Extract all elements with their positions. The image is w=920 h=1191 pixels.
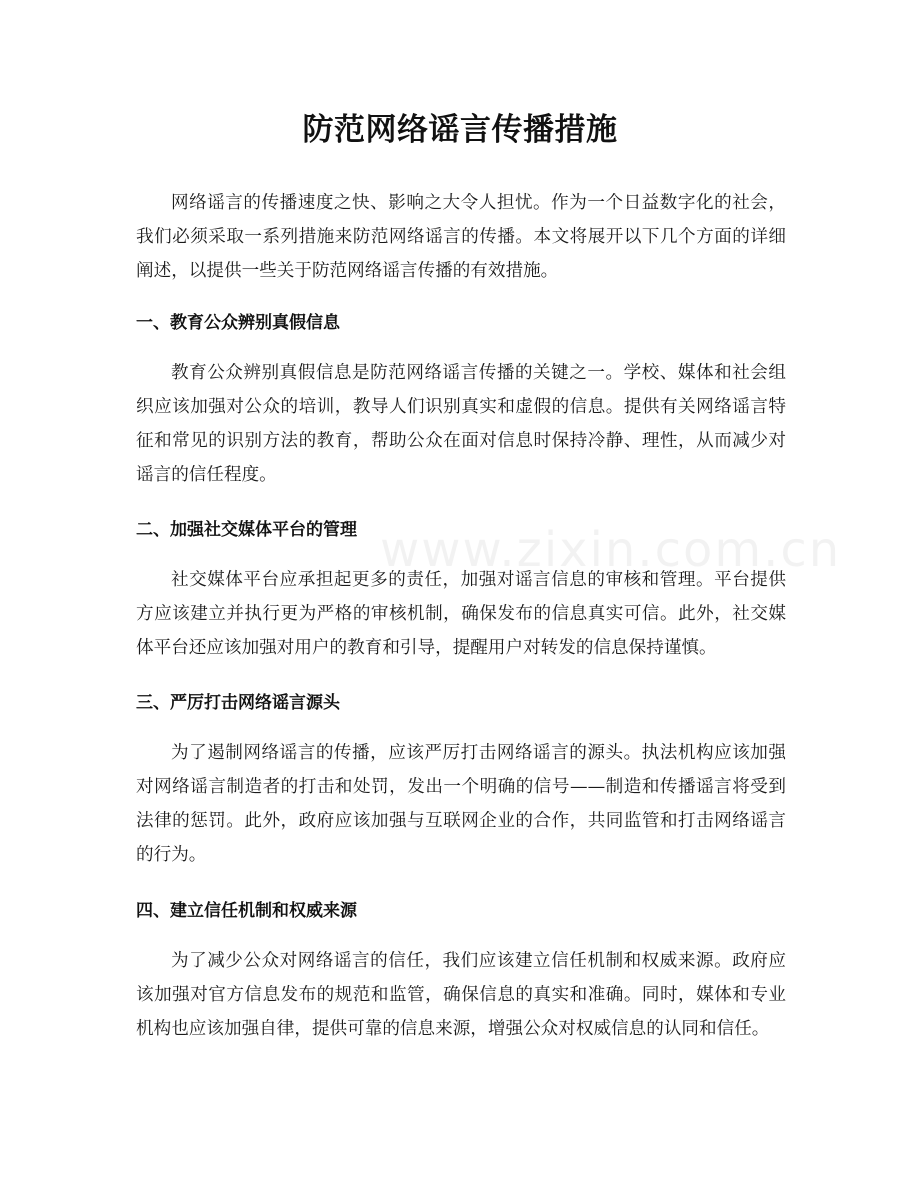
- section-heading-2: 二、加强社交媒体平台的管理: [136, 520, 357, 540]
- section-heading-4: 四、建立信任机制和权威来源: [136, 901, 357, 921]
- section-body-4: 为了减少公众对网络谣言的信任，我们应该建立信任机制和权威来源。政府应该加强对官方信息发布的规范和监管，确保信息的真实和准确。同时，媒体和专业机构也应该加强自律，提供可靠的信息来源，增强公众对权威信息的认同和信任。: [136, 951, 786, 1039]
- section-heading-1: 一、教育公众辨别真假信息: [136, 313, 340, 333]
- section-body-1: 教育公众辨别真假信息是防范网络谣言传播的关键之一。学校、媒体和社会组织应该加强对公众的培训，教导人们识别真实和虚假的信息。提供有关网络谣言特征和常见的识别方法的教育，帮助公众在面对信息时保持冷静、理性，从而减少对谣言的信任程度。: [136, 363, 786, 485]
- watermark: www.zixin.com.cn: [380, 522, 842, 578]
- intro-paragraph: 网络谣言的传播速度之快、影响之大令人担忧。作为一个日益数字化的社会，我们必须采取一系列措施来防范网络谣言的传播。本文将展开以下几个方面的详细阐述，以提供一些关于防范网络谣言传播的有效措施。: [136, 193, 786, 281]
- page-title: 防范网络谣言传播措施: [302, 112, 618, 148]
- section-heading-3: 三、严厉打击网络谣言源头: [136, 693, 340, 713]
- section-body-2: 社交媒体平台应承担起更多的责任，加强对谣言信息的审核和管理。平台提供方应该建立并执行更为严格的审核机制，确保发布的信息真实可信。此外，社交媒体平台还应该加强对用户的教育和引导，提醒用户对转发的信息保持谨慎。: [136, 570, 786, 658]
- section-body-3: 为了遏制网络谣言的传播，应该严厉打击网络谣言的源头。执法机构应该加强对网络谣言制造者的打击和处罚，发出一个明确的信号——制造和传播谣言将受到法律的惩罚。此外，政府应该加强与互联网企业的合作，共同监管和打击网络谣言的行为。: [136, 743, 786, 865]
